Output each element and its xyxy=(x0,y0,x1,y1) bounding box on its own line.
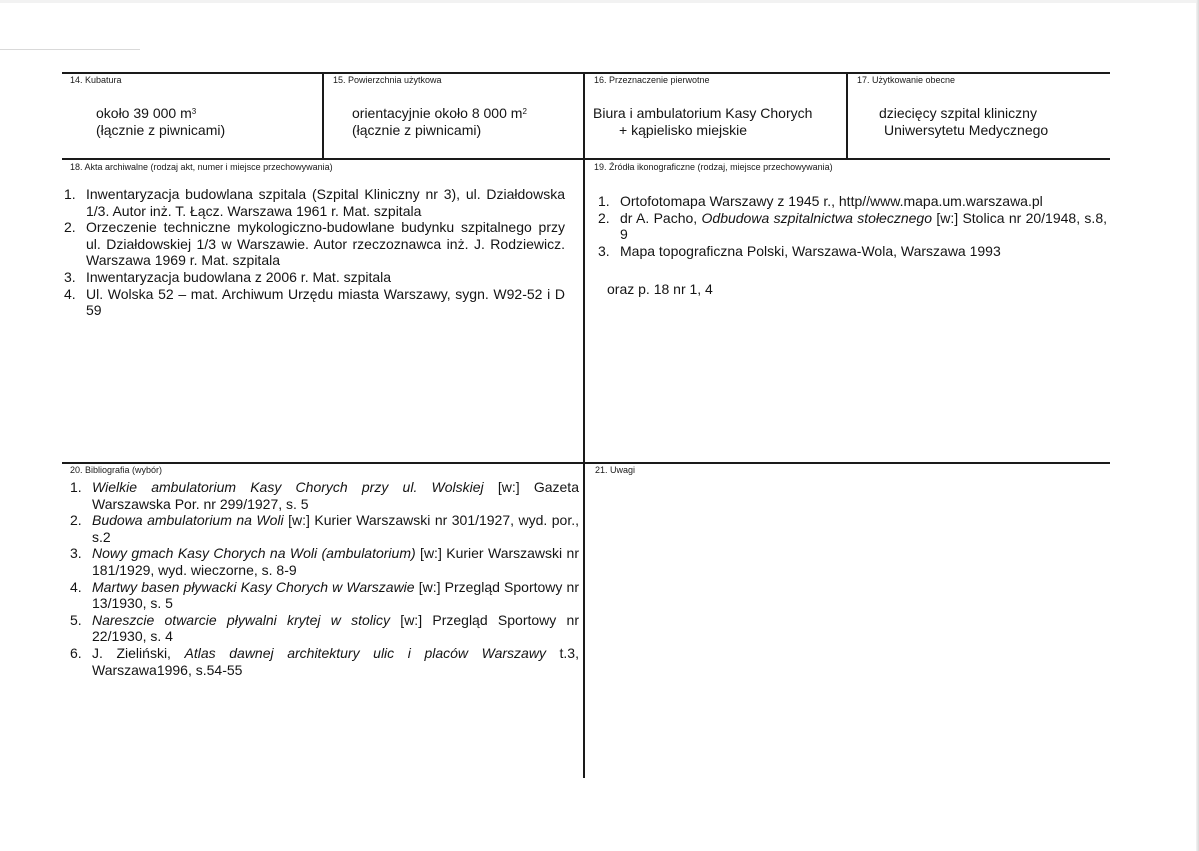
list-item xyxy=(64,579,579,612)
list-item xyxy=(592,193,1107,210)
list-item-source: [w:] Przegląd Sportowy nr 22/1930, s. 4 xyxy=(92,611,579,645)
list-item-number: 3. xyxy=(64,268,76,285)
row-divider-2 xyxy=(62,462,1110,464)
list-item-text: Inwentaryzacja budowlana z 2006 r. Mat. szpitala xyxy=(86,268,392,285)
list-item-text: Mapa topograficzna Polski, Warszawa-Wola, Warszawa 1993 xyxy=(620,242,1001,259)
list-item-author: J. Zieliński, xyxy=(92,644,185,661)
list-item-number: 4. xyxy=(70,578,82,595)
list-item-author: dr A. Pacho, xyxy=(620,209,702,226)
list-item-text: Inwentaryzacja budowlana szpitala (Szpital Kliniczny nr 3), ul. Działdowska 1/3. Autor inż. T. Łącz. Warszawa 1961 r. Mat. szpitala xyxy=(86,186,565,219)
list-item-title: Nareszcie otwarcie pływalni krytej w stolicy xyxy=(92,611,391,628)
list-item xyxy=(592,210,1107,243)
cell15-line2: (łącznie z piwnicami) xyxy=(352,122,482,138)
list-item-source: [w:] Kurier Warszawski nr 181/1929, wyd. wieczorne, s. 8-9 xyxy=(92,545,579,578)
cell19-header: 19. Źródła ikonograficzne (rodzaj, miejsce przechowywania) xyxy=(594,162,833,172)
list-item-title: Martwy basen pływacki Kasy Chorych w Warszawie xyxy=(92,578,415,595)
table-top-border xyxy=(62,72,1110,74)
cell20-header: 20. Bibliografia (wybór) xyxy=(70,465,163,475)
cell19-list xyxy=(592,193,1107,259)
cell17-line2: Uniwersytetu Medycznego xyxy=(884,122,1049,138)
cell15-unit-exponent: 2 xyxy=(522,107,527,116)
list-item xyxy=(58,219,565,269)
cell18-list xyxy=(58,186,565,319)
cell15-line1: orientacyjnie około 8 000 m xyxy=(352,105,523,121)
cell14-header: 14. Kubatura xyxy=(70,75,122,85)
col-divider-16-17 xyxy=(846,72,848,160)
cell18-header: 18. Akta archiwalne (rodzaj akt, numer i miejsce przechowywania) xyxy=(70,162,333,172)
list-item xyxy=(58,286,565,319)
list-item-source: [w:] Kurier Warszawski nr 301/1927, wyd. por., s.2 xyxy=(92,512,580,545)
list-item-title: Budowa ambulatorium na Woli xyxy=(92,512,284,529)
list-item-text: Ortofotomapa Warszawy z 1945 r., http//www.mapa.um.warszawa.pl xyxy=(620,193,1043,209)
list-item-title: Wielkie ambulatorium Kasy Chorych przy ul. Wolskiej xyxy=(92,479,484,495)
list-item-title: Nowy gmach Kasy Chorych na Woli (ambulatorium) xyxy=(92,545,416,562)
list-item xyxy=(64,479,579,512)
cell14-line2: (łącznie z piwnicami) xyxy=(96,122,226,138)
cell17-line1: dziecięcy szpital kliniczny xyxy=(879,105,1037,121)
list-item-source: [w:] Gazeta Warszawska Por. nr 299/1927, s. 5 xyxy=(92,479,579,512)
list-item-title: Odbudowa szpitalnictwa stołecznego xyxy=(701,209,932,226)
list-item-source: t.3, Warszawa1996, s.54-55 xyxy=(92,644,579,678)
list-item-number: 1. xyxy=(598,193,610,209)
list-item-number: 5. xyxy=(70,611,82,628)
cell16-line1: Biura i ambulatorium Kasy Chorych xyxy=(593,105,813,121)
scan-edge-top xyxy=(0,0,1199,3)
cell20-list xyxy=(64,479,579,678)
col-divider-center xyxy=(583,72,585,778)
list-item-source: [w:] Przegląd Sportowy nr 13/1930, s. 5 xyxy=(92,578,579,612)
col-divider-14-15 xyxy=(322,72,324,160)
list-item xyxy=(592,243,1107,260)
list-item xyxy=(58,186,565,219)
list-item-number: 2. xyxy=(70,512,82,529)
cell16-line2: + kąpielisko miejskie xyxy=(619,122,747,138)
row-divider-1 xyxy=(62,158,1110,160)
list-item-number: 4. xyxy=(64,285,76,302)
list-item-number: 3. xyxy=(70,545,82,562)
list-item-source: [w:] Stolica nr 20/1948, s.8, 9 xyxy=(620,209,1108,243)
cell21-header: 21. Uwagi xyxy=(595,465,636,475)
cell15-value xyxy=(352,105,527,122)
list-item xyxy=(64,545,579,578)
list-item-number: 3. xyxy=(598,242,610,259)
scan-mark xyxy=(0,49,140,50)
cell14-unit-exponent: 3 xyxy=(191,107,197,116)
list-item-number: 1. xyxy=(70,479,82,495)
list-item xyxy=(64,612,579,645)
list-item xyxy=(58,269,565,286)
list-item xyxy=(64,645,579,678)
list-item-number: 2. xyxy=(64,219,76,236)
list-item-number: 1. xyxy=(64,186,76,202)
list-item-title: Atlas dawnej architektury ulic i placów Warszawy xyxy=(184,644,546,661)
list-item-text: Orzeczenie techniczne mykologiczno-budowlane budynku szpitalnego przy ul. Działdowskiej 1/3 w Warszawie. Autor rzeczoznawca inż. J. Rodziewicz. Warszawa 1969 r. Mat. szpitala xyxy=(86,219,565,269)
list-item-number: 6. xyxy=(70,644,82,661)
cell14-value xyxy=(96,105,196,122)
list-item-number: 2. xyxy=(598,209,610,226)
list-item-text: Ul. Wolska 52 – mat. Archiwum Urzędu miasta Warszawy, sygn. W92-52 i D 59 xyxy=(86,285,565,319)
cell15-header: 15. Powierzchnia użytkowa xyxy=(333,75,442,85)
cell17-header: 17. Użytkowanie obecne xyxy=(857,75,956,85)
cell14-line1: około 39 000 m xyxy=(96,105,192,121)
cell19-extra-note: oraz p. 18 nr 1, 4 xyxy=(607,281,713,297)
cell16-header: 16. Przeznaczenie pierwotne xyxy=(594,75,710,85)
list-item xyxy=(64,512,579,545)
